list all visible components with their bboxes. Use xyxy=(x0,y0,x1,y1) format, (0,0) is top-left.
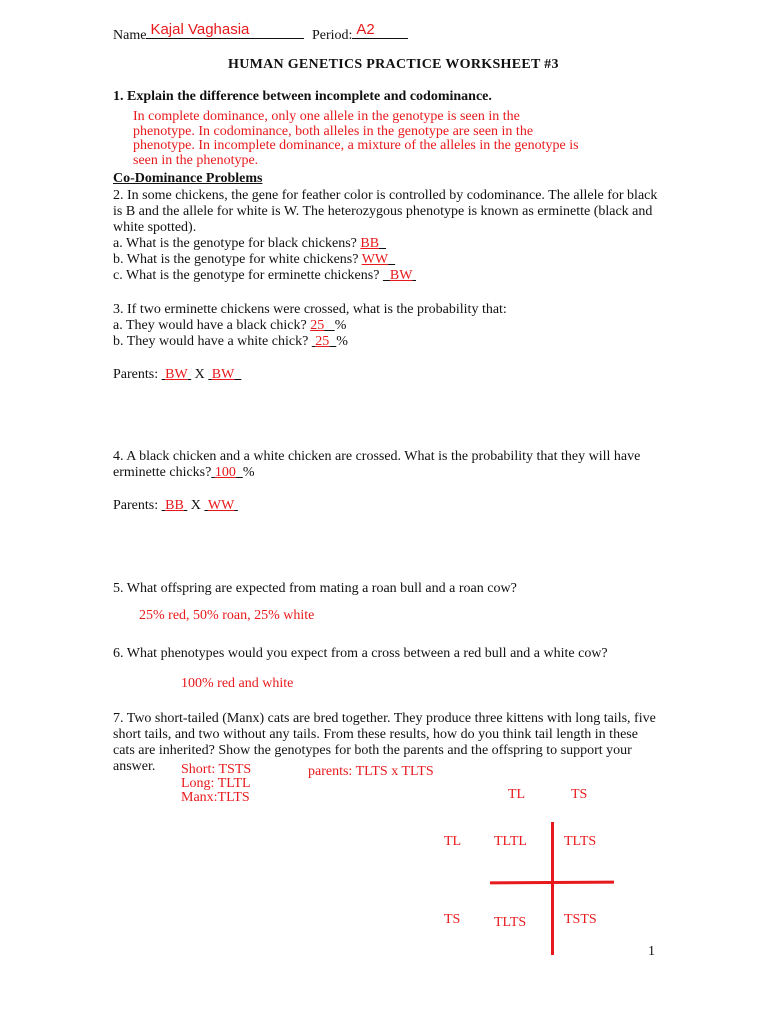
q4-answer: 100 xyxy=(214,465,236,480)
q7-line: answer. xyxy=(113,759,156,774)
q2a xyxy=(113,236,386,252)
q4-suffix: % xyxy=(242,465,255,480)
q4-p2-tail xyxy=(234,498,238,513)
q3a-text: a. They would have a black chick? xyxy=(113,318,311,333)
q2-line: 2. In some chickens, the gene for feather color is controlled by codominance. The allele for black xyxy=(113,188,658,203)
period-value: A2 xyxy=(356,21,375,38)
punnett-cell: TLTL xyxy=(494,834,527,849)
q7-parents: parents: TLTS x TLTS xyxy=(308,764,434,779)
q3-parents-label: Parents: xyxy=(113,367,162,382)
q4-line2 xyxy=(113,465,255,481)
q5-answer: 25% red, 50% roan, 25% white xyxy=(139,608,315,623)
q3-cross: X xyxy=(191,367,209,382)
name-value: Kajal Vaghasia xyxy=(150,21,250,38)
q3b xyxy=(113,334,348,350)
q7-key-manx: Manx:TLTS xyxy=(181,790,250,805)
punnett-col-header: TS xyxy=(571,787,588,802)
section-heading: Co-Dominance Problems xyxy=(113,171,263,186)
q1-answer xyxy=(133,110,579,168)
q4-line1: 4. A black chicken and a white chicken are crossed. What is the probability that they will have xyxy=(113,449,641,464)
q4-parent2: WW xyxy=(207,498,235,513)
q3a-answer: 25 xyxy=(310,318,325,333)
q6-question: 6. What phenotypes would you expect from a cross between a red bull and a white cow? xyxy=(113,646,608,661)
q4-text: erminette chicks? xyxy=(113,465,212,480)
punnett-cell: TLTS xyxy=(564,834,597,849)
page-number: 1 xyxy=(648,944,655,959)
q3a-suffix: % xyxy=(334,318,347,333)
name-blank xyxy=(146,21,304,39)
punnett-row-header: TS xyxy=(444,912,461,927)
punnett-horizontal-line xyxy=(490,881,614,885)
q7-key-long: Long: TLTL xyxy=(181,776,251,791)
q3a-tail xyxy=(324,318,335,333)
punnett-col-header: TL xyxy=(508,787,526,802)
period-label: Period: xyxy=(311,28,353,43)
q2-stem xyxy=(113,188,657,236)
q2a-tail xyxy=(379,236,386,251)
q3b-answer: 25 xyxy=(315,334,330,349)
q2c-text: c. What is the genotype for erminette chickens? xyxy=(113,268,383,283)
q7-line: short tails, and two without any tails. From these results, how do you think tail length in these xyxy=(113,727,638,742)
q2b-tail xyxy=(388,252,395,267)
q3b-suffix: % xyxy=(336,334,348,349)
q5-question: 5. What offspring are expected from mating a roan bull and a roan cow? xyxy=(113,581,517,596)
q4-tail xyxy=(236,465,243,480)
q1-answer-line: In complete dominance, only one allele in the genotype is seen in the xyxy=(133,109,520,124)
q2c xyxy=(113,268,416,284)
q2c-lead xyxy=(383,268,390,283)
q4-parents-label: Parents: xyxy=(113,498,162,513)
q3b-text: b. They would have a white chick? xyxy=(113,334,312,349)
q2b xyxy=(113,252,395,268)
q7-line: 7. Two short-tailed (Manx) cats are bred together. They produce three kittens with long tails, five xyxy=(113,711,656,726)
q2b-answer: WW xyxy=(361,252,389,267)
name-label: Name xyxy=(113,28,147,43)
q3a xyxy=(113,318,346,334)
name-line xyxy=(113,21,408,44)
q1-answer-line: phenotype. In incomplete dominance, a mixture of the alleles in the genotype is xyxy=(133,138,579,153)
q3-p2-tail xyxy=(234,367,241,382)
q3-parent2: BW xyxy=(211,367,235,382)
q1-answer-line: seen in the phenotype. xyxy=(133,152,259,168)
q2b-text: b. What is the genotype for white chickens? xyxy=(113,252,362,267)
q4-parent1: BB xyxy=(165,498,184,513)
punnett-vertical-line xyxy=(551,822,554,955)
q1-answer-line: phenotype. In codominance, both alleles in the genotype are seen in the xyxy=(133,123,534,139)
q2-line: white spotted). xyxy=(113,220,197,235)
q2c-answer: BW xyxy=(389,268,413,283)
q3-parent1: BW xyxy=(165,367,188,382)
page-title: HUMAN GENETICS PRACTICE WORKSHEET #3 xyxy=(228,57,559,72)
punnett-row-header: TL xyxy=(444,834,462,849)
q2-line: is B and the allele for white is W. The heterozygous phenotype is known as erminette (black and xyxy=(113,204,653,219)
q7-key-short: Short: TSTS xyxy=(181,762,252,777)
q3-stem: 3. If two erminette chickens were crossed, what is the probability that: xyxy=(113,302,507,317)
q7-line: cats are inherited? Show the genotypes for both the parents and the offspring to support your xyxy=(113,743,632,758)
period-blank xyxy=(352,21,408,39)
q2a-text: a. What is the genotype for black chickens? xyxy=(113,236,361,251)
q2c-tail xyxy=(412,268,416,283)
punnett-cell: TSTS xyxy=(564,912,597,927)
q2a-answer: BB xyxy=(360,236,380,251)
q6-answer: 100% red and white xyxy=(181,676,294,691)
punnett-cell: TLTS xyxy=(494,915,527,930)
q4-parents xyxy=(113,498,238,514)
q7-genotype-key xyxy=(181,763,251,805)
q3-parents xyxy=(113,367,241,383)
q4-cross: X xyxy=(187,498,205,513)
q1-question: 1. Explain the difference between incomplete and codominance. xyxy=(113,89,492,104)
